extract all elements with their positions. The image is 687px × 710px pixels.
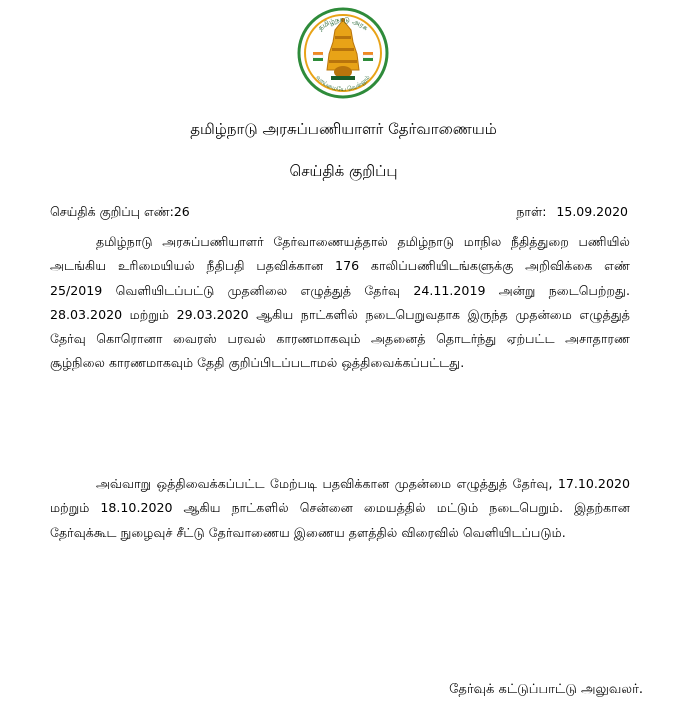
- document-title: செய்திக் குறிப்பு: [289, 162, 398, 180]
- date-block: [516, 204, 628, 221]
- emblem-flag-white: [313, 55, 323, 58]
- body-paragraph-2: அவ்வாறு ஒத்திவைக்கப்பட்ட மேற்படி பதவிக்கான முதன்மை எழுத்துத் தேர்வு, 17.10.2020 மற்றும் 18.10.2020 ஆகிய நாட்களில் சென்னை மையத்தில் மட்டும் நடைபெறும். இதற்கான தேர்வுக்கூட நுழைவுச் சீட்டு தேர்வாணைய இணைய தளத்தில் விரைவில் வெளியிடப்படும்.: [50, 476, 630, 540]
- date-label: நாள்:: [516, 204, 547, 219]
- body-paragraph-1: தமிழ்நாடு அரசுப்பணியாளர் தேர்வாணையத்தால் தமிழ்நாடு மாநில நீதித்துறை பணியில் அடங்கிய உரிமையியல் நீதிபதி பதவிக்கான 176 காலிப்பணியிடங்களுக்கு அறிவிக்கை எண் 25/2019 வெளியிடப்பட்டு முதனிலை எழுத்துத் தேர்வு 24.11.2019 அன்று நடைபெற்றது. 28.03.2020 மற்றும் 29.03.2020 ஆகிய நாட்களில் நடைபெறுவதாக இருந்த முதன்மை எழுத்துத் தேர்வு கொரொனா வைரஸ் பரவல் காரணமாகவும் அதனைத் தொடர்ந்து ஏற்பட்ட அசாதாரண சூழ்நிலை காரணமாகவும் தேதி குறிப்பிடப்படாமல் ஒத்திவைக்கப்பட்டது.: [50, 234, 630, 371]
- press-note-number-block: [50, 204, 190, 221]
- emblem-base: [331, 76, 355, 80]
- emblem-flag-green: [313, 58, 323, 61]
- tamil-nadu-govt-emblem-icon: [295, 6, 391, 100]
- emblem-gopuram-tier: [329, 60, 357, 63]
- emblem-flag-green: [363, 58, 373, 61]
- emblem-gopuram-tier: [332, 48, 354, 51]
- signature: தேர்வுக் கட்டுப்பாட்டு அலுவலர்.: [449, 682, 643, 697]
- emblem-flag-saffron: [363, 52, 373, 55]
- date-value: 15.09.2020: [556, 204, 628, 219]
- press-note-number: 26: [173, 204, 190, 219]
- press-note-label: செய்திக் குறிப்பு எண்:: [50, 204, 174, 219]
- emblem-top-text: தமிழ்நாடு அரசு: [316, 15, 370, 33]
- emblem-bottom-text: வாய்மையே வெல்லும்: [314, 73, 372, 94]
- emblem-gopuram-tier: [335, 36, 351, 39]
- meta-row: [50, 204, 628, 221]
- emblem-flag-white: [363, 55, 373, 58]
- organization-title: தமிழ்நாடு அரசுப்பணியாளர் தேர்வாணையம்: [190, 120, 497, 138]
- emblem-flag-saffron: [313, 52, 323, 55]
